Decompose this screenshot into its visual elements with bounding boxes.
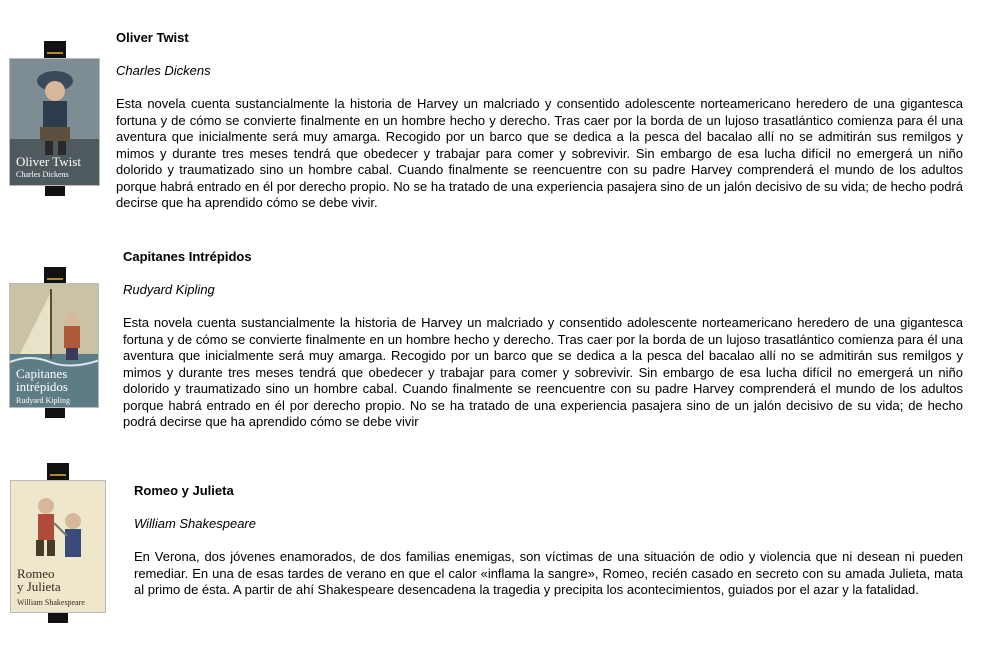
book-title: Oliver Twist bbox=[116, 30, 189, 45]
cover-title-line1: Romeo bbox=[17, 566, 55, 581]
cover-publisher-tab bbox=[45, 408, 65, 418]
book-description: Esta novela cuenta sustancialmente la historia de Harvey un malcriado y consentido adolescente norteamericano heredero de una gigantesca fortuna y de cómo se convierte finalmente en un hombre hecho y derecho. Tras caer por la borda de un lujoso trasatlántico comienza para él una aventura que inicialmente será muy amarga. Recogido por un barco que se dedica a la pesca del bacalao allí no se admitirán sus remilgos y mimos y durante tres meses tendrá que obedecer y trabajar para comer y sobrevivir. Sin embargo de esa lucha difícil no emergerá un niño dolorido y traumatizado sino un hombre cabal. Cuando finalmente se reencuentre con su padre Harvey comprenderá el mundo de los adultos porque habrá entrado en él por derecho propio. No se ha tratado de una experiencia pasajera sino de un jalón decisivo de su vida; de hecho podrá decirse que ha aprendido cómo se debe vivir. bbox=[116, 96, 963, 210]
book-title: Romeo y Julieta bbox=[134, 483, 234, 498]
book-author: William Shakespeare bbox=[134, 516, 256, 531]
cover-author: Rudyard Kipling bbox=[16, 396, 70, 405]
book-cover-capitanes-intrepidos[interactable] bbox=[9, 283, 99, 408]
cover-title-line2: y Julieta bbox=[17, 579, 61, 594]
cover-author: Charles Dickens bbox=[16, 170, 69, 179]
cover-author: William Shakespeare bbox=[17, 598, 85, 607]
book-cover-oliver-twist[interactable] bbox=[9, 58, 100, 186]
book-info bbox=[134, 483, 963, 599]
cover-title-line1: Capitanes bbox=[16, 366, 68, 381]
cover-publisher-tab bbox=[48, 613, 68, 623]
book-info bbox=[123, 249, 963, 431]
book-info bbox=[116, 30, 963, 212]
book-author: Charles Dickens bbox=[116, 63, 211, 78]
cover-title: Oliver Twist bbox=[16, 154, 81, 169]
cover-publisher-tab bbox=[45, 186, 65, 196]
book-cover-romeo-y-julieta[interactable] bbox=[10, 480, 106, 613]
cover-title-line2: intrépidos bbox=[16, 379, 68, 394]
book-author: Rudyard Kipling bbox=[123, 282, 215, 297]
book-description: Esta novela cuenta sustancialmente la historia de Harvey un malcriado y consentido adolescente norteamericano heredero de una gigantesca fortuna y de cómo se convierte finalmente en un hombre hecho y derecho. Tras caer por la borda de un lujoso trasatlántico comienza para él una aventura que inicialmente será muy amarga. Recogido por un barco que se dedica a la pesca del bacalao allí no se admitirán sus remilgos y mimos y durante tres meses tendrá que obedecer y trabajar para comer y sobrevivir. Sin embargo de esa lucha difícil no emergerá un niño dolorido y traumatizado sino un hombre cabal. Cuando finalmente se reencuentre con su padre Harvey comprenderá el mundo de los adultos porque habrá entrado en él por derecho propio. No se ha tratado de una experiencia pasajera sino de un jalón decisivo de su vida; de hecho podrá decirse que ha aprendido cómo se debe vivir bbox=[123, 315, 963, 429]
book-description: En Verona, dos jóvenes enamorados, de dos familias enemigas, son víctimas de una situación de odio y violencia que ni desean ni pueden remediar. En una de esas tardes de verano en que el calor «inflama la sangre», Romeo, recién casado en secreto con su amada Julieta, mata al primo de ésta. A partir de ahí Shakespeare desencadena la tragedia y precipita los acontecimientos, guiados por el azar y la fatalidad. bbox=[134, 549, 963, 597]
book-title: Capitanes Intrépidos bbox=[123, 249, 252, 264]
